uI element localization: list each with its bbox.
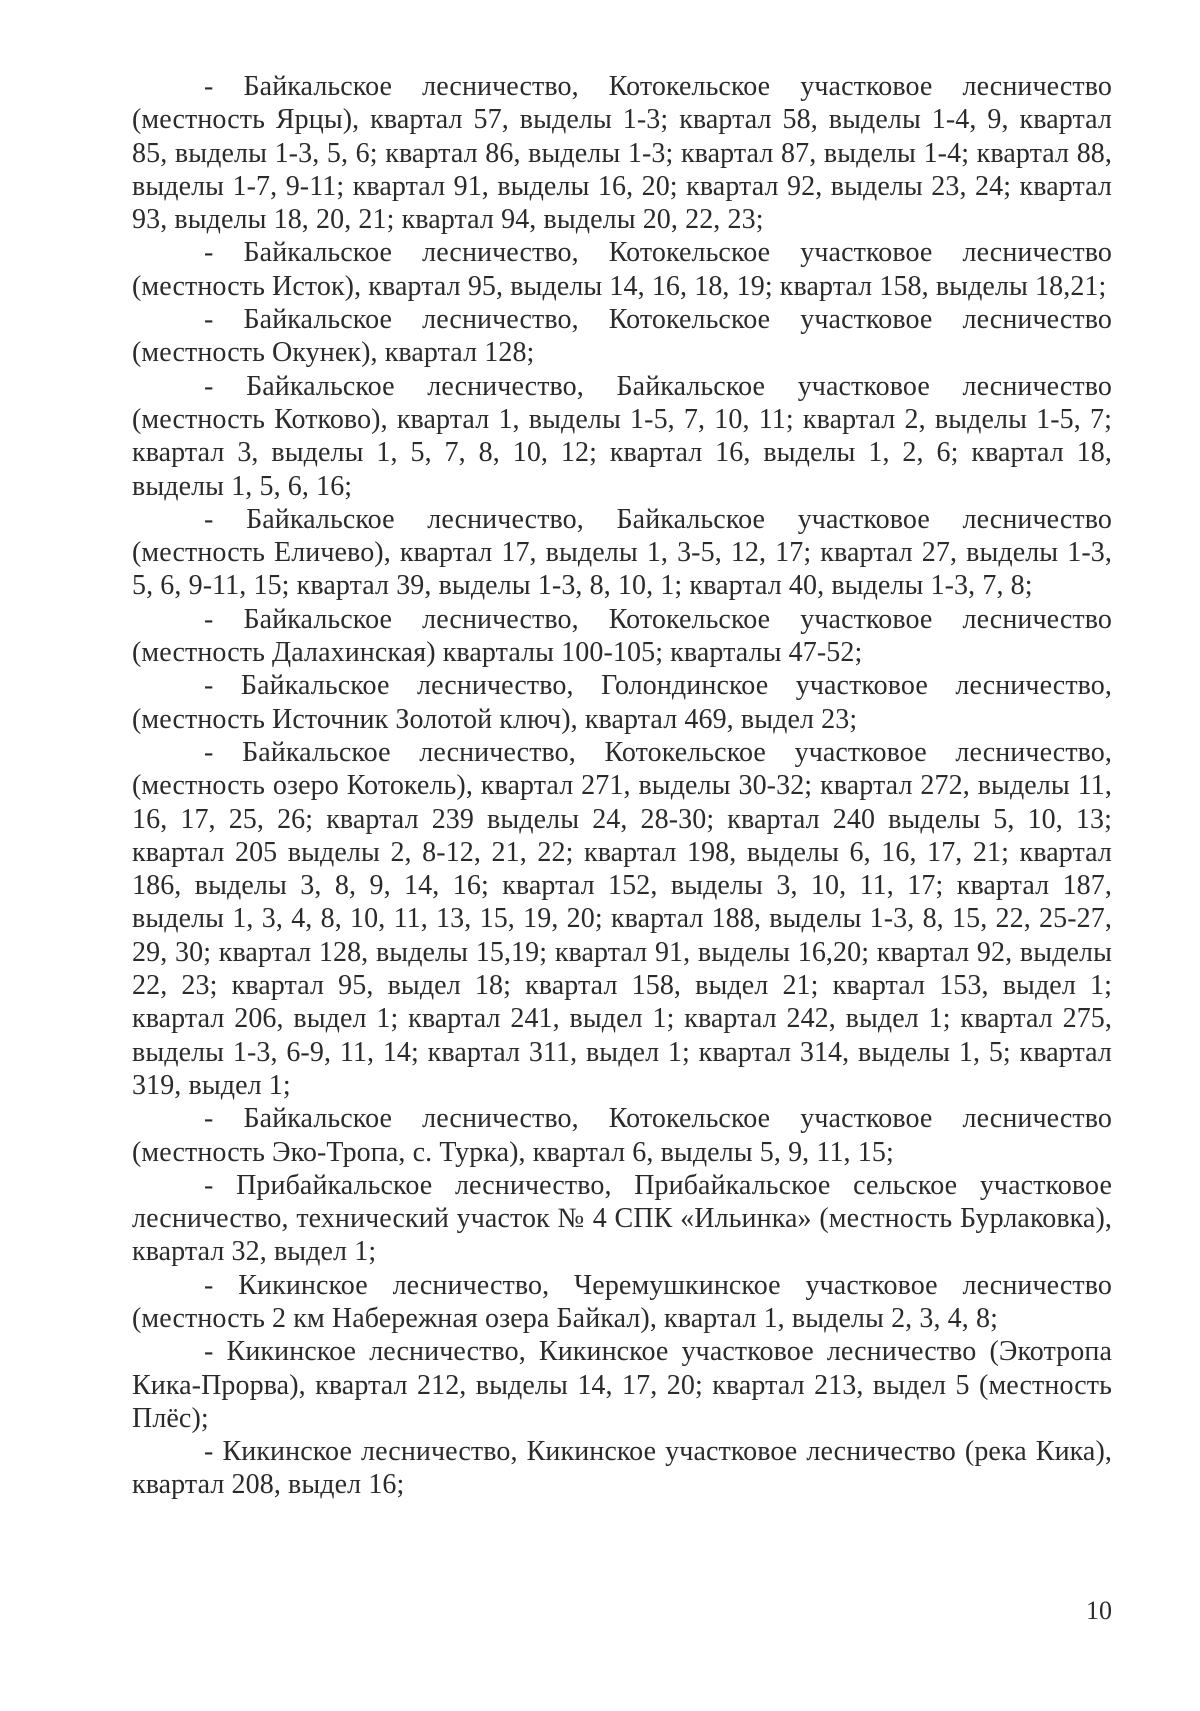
paragraph-naberezhnaya: - Кикинское лесничество, Черемушкинское участковое лесничество (местность 2 км Набережная озера Байкал), квартал 1, выделы 2, 3, 4, 8;	[132, 1269, 1112, 1334]
paragraph-kotkovo: - Байкальское лесничество, Байкальское участковое лесничество (местность Котково), квартал 1, выделы 1-5, 7, 10, 11; квартал 2, выделы 1-5, 7; квартал 3, выделы 1, 5, 7, 8, 10, 12; квартал 16, выделы 1, 2, 6; квартал 18, выделы 1, 5, 6, 16;	[132, 370, 1112, 502]
paragraph-eko-tropa: - Байкальское лесничество, Котокельское участковое лесничество (местность Эко-Тропа, с. Турка), квартал 6, выделы 5, 9, 11, 15;	[132, 1103, 1112, 1168]
paragraph-burlakovka: - Прибайкальское лесничество, Прибайкальское сельское участковое лесничество, технический участок № 4 СПК «Ильинка» (местность Бурлаковка), квартал 32, выдел 1;	[132, 1169, 1112, 1268]
paragraph-zolotoy-klyuch: - Байкальское лесничество, Голондинское участковое лесничество, (местность Источник Золотой ключ), квартал 469, выдел 23;	[132, 670, 1112, 735]
paragraph-okunek: - Байкальское лесничество, Котокельское участковое лесничество (местность Окунек), квартал 128;	[132, 304, 1112, 369]
paragraph-kika-prorva: - Кикинское лесничество, Кикинское участковое лесничество (Экотропа Кика-Прорва), квартал 212, выделы 14, 17, 20; квартал 213, выдел 5 (местность Плёс);	[132, 1336, 1112, 1434]
paragraph-reka-kika: - Кикинское лесничество, Кикинское участковое лесничество (река Кика), квартал 208, выдел 16;	[132, 1436, 1112, 1501]
paragraph-ozero-kotokel: - Байкальское лесничество, Котокельское участковое лесничество, (местность озеро Котокель), квартал 271, выделы 30-32; квартал 272, выделы 11, 16, 17, 25, 26; квартал 239 выделы 24, 28-30; квартал 240 выделы 5, 10, 13; квартал 205 выделы 2, 8-12, 21, 22; квартал 198, выделы 6, 16, 17, 21; квартал 186, выделы 3, 8, 9, 14, 16; квартал 152, выделы 3, 10, 11, 17; квартал 187, выделы 1, 3, 4, 8, 10, 11, 13, 15, 19, 20; квартал 188, выделы 1-3, 8, 15, 22, 25-27, 29, 30; квартал 128, выделы 15,19; квартал 91, выделы 16,20; квартал 92, выделы 22, 23; квартал 95, выдел 18; квартал 158, выдел 21; квартал 153, выдел 1; квартал 206, выдел 1; квартал 241, выдел 1; квартал 242, выдел 1; квартал 275, выделы 1-3, 6-9, 11, 14; квартал 311, выдел 1; квартал 314, выделы 1, 5; квартал 319, выдел 1;	[132, 736, 1112, 1101]
paragraph-yartsy: - Байкальское лесничество, Котокельское участковое лесничество (местность Ярцы), квартал 57, выделы 1-3; квартал 58, выделы 1-4, 9, квартал 85, выделы 1-3, 5, 6; квартал 86, выделы 1-3; квартал 87, выделы 1-4; квартал 88, выделы 1-7, 9-11; квартал 91, выделы 16, 20; квартал 92, выделы 23, 24; квартал 93, выделы 18, 20, 21; квартал 94, выделы 20, 22, 23;	[132, 71, 1112, 236]
paragraph-elichevo: - Байкальское лесничество, Байкальское участковое лесничество (местность Еличево), квартал 17, выделы 1, 3-5, 12, 17; квартал 27, выделы 1-3, 5, 6, 9-11, 15; квартал 39, выделы 1-3, 8, 10, 1; квартал 40, выделы 1-3, 7, 8;	[132, 503, 1112, 602]
paragraph-dalakhinskaya: - Байкальское лесничество, Котокельское участковое лесничество (местность Далахинская) кварталы 100-105; кварталы 47-52;	[132, 603, 1112, 669]
document-body	[132, 70, 1112, 1502]
page-number: 10	[1086, 1596, 1112, 1625]
paragraph-istok: - Байкальское лесничество, Котокельское участковое лесничество (местность Исток), квартал 95, выделы 14, 16, 18, 19; квартал 158, выделы 18,21;	[132, 237, 1112, 302]
